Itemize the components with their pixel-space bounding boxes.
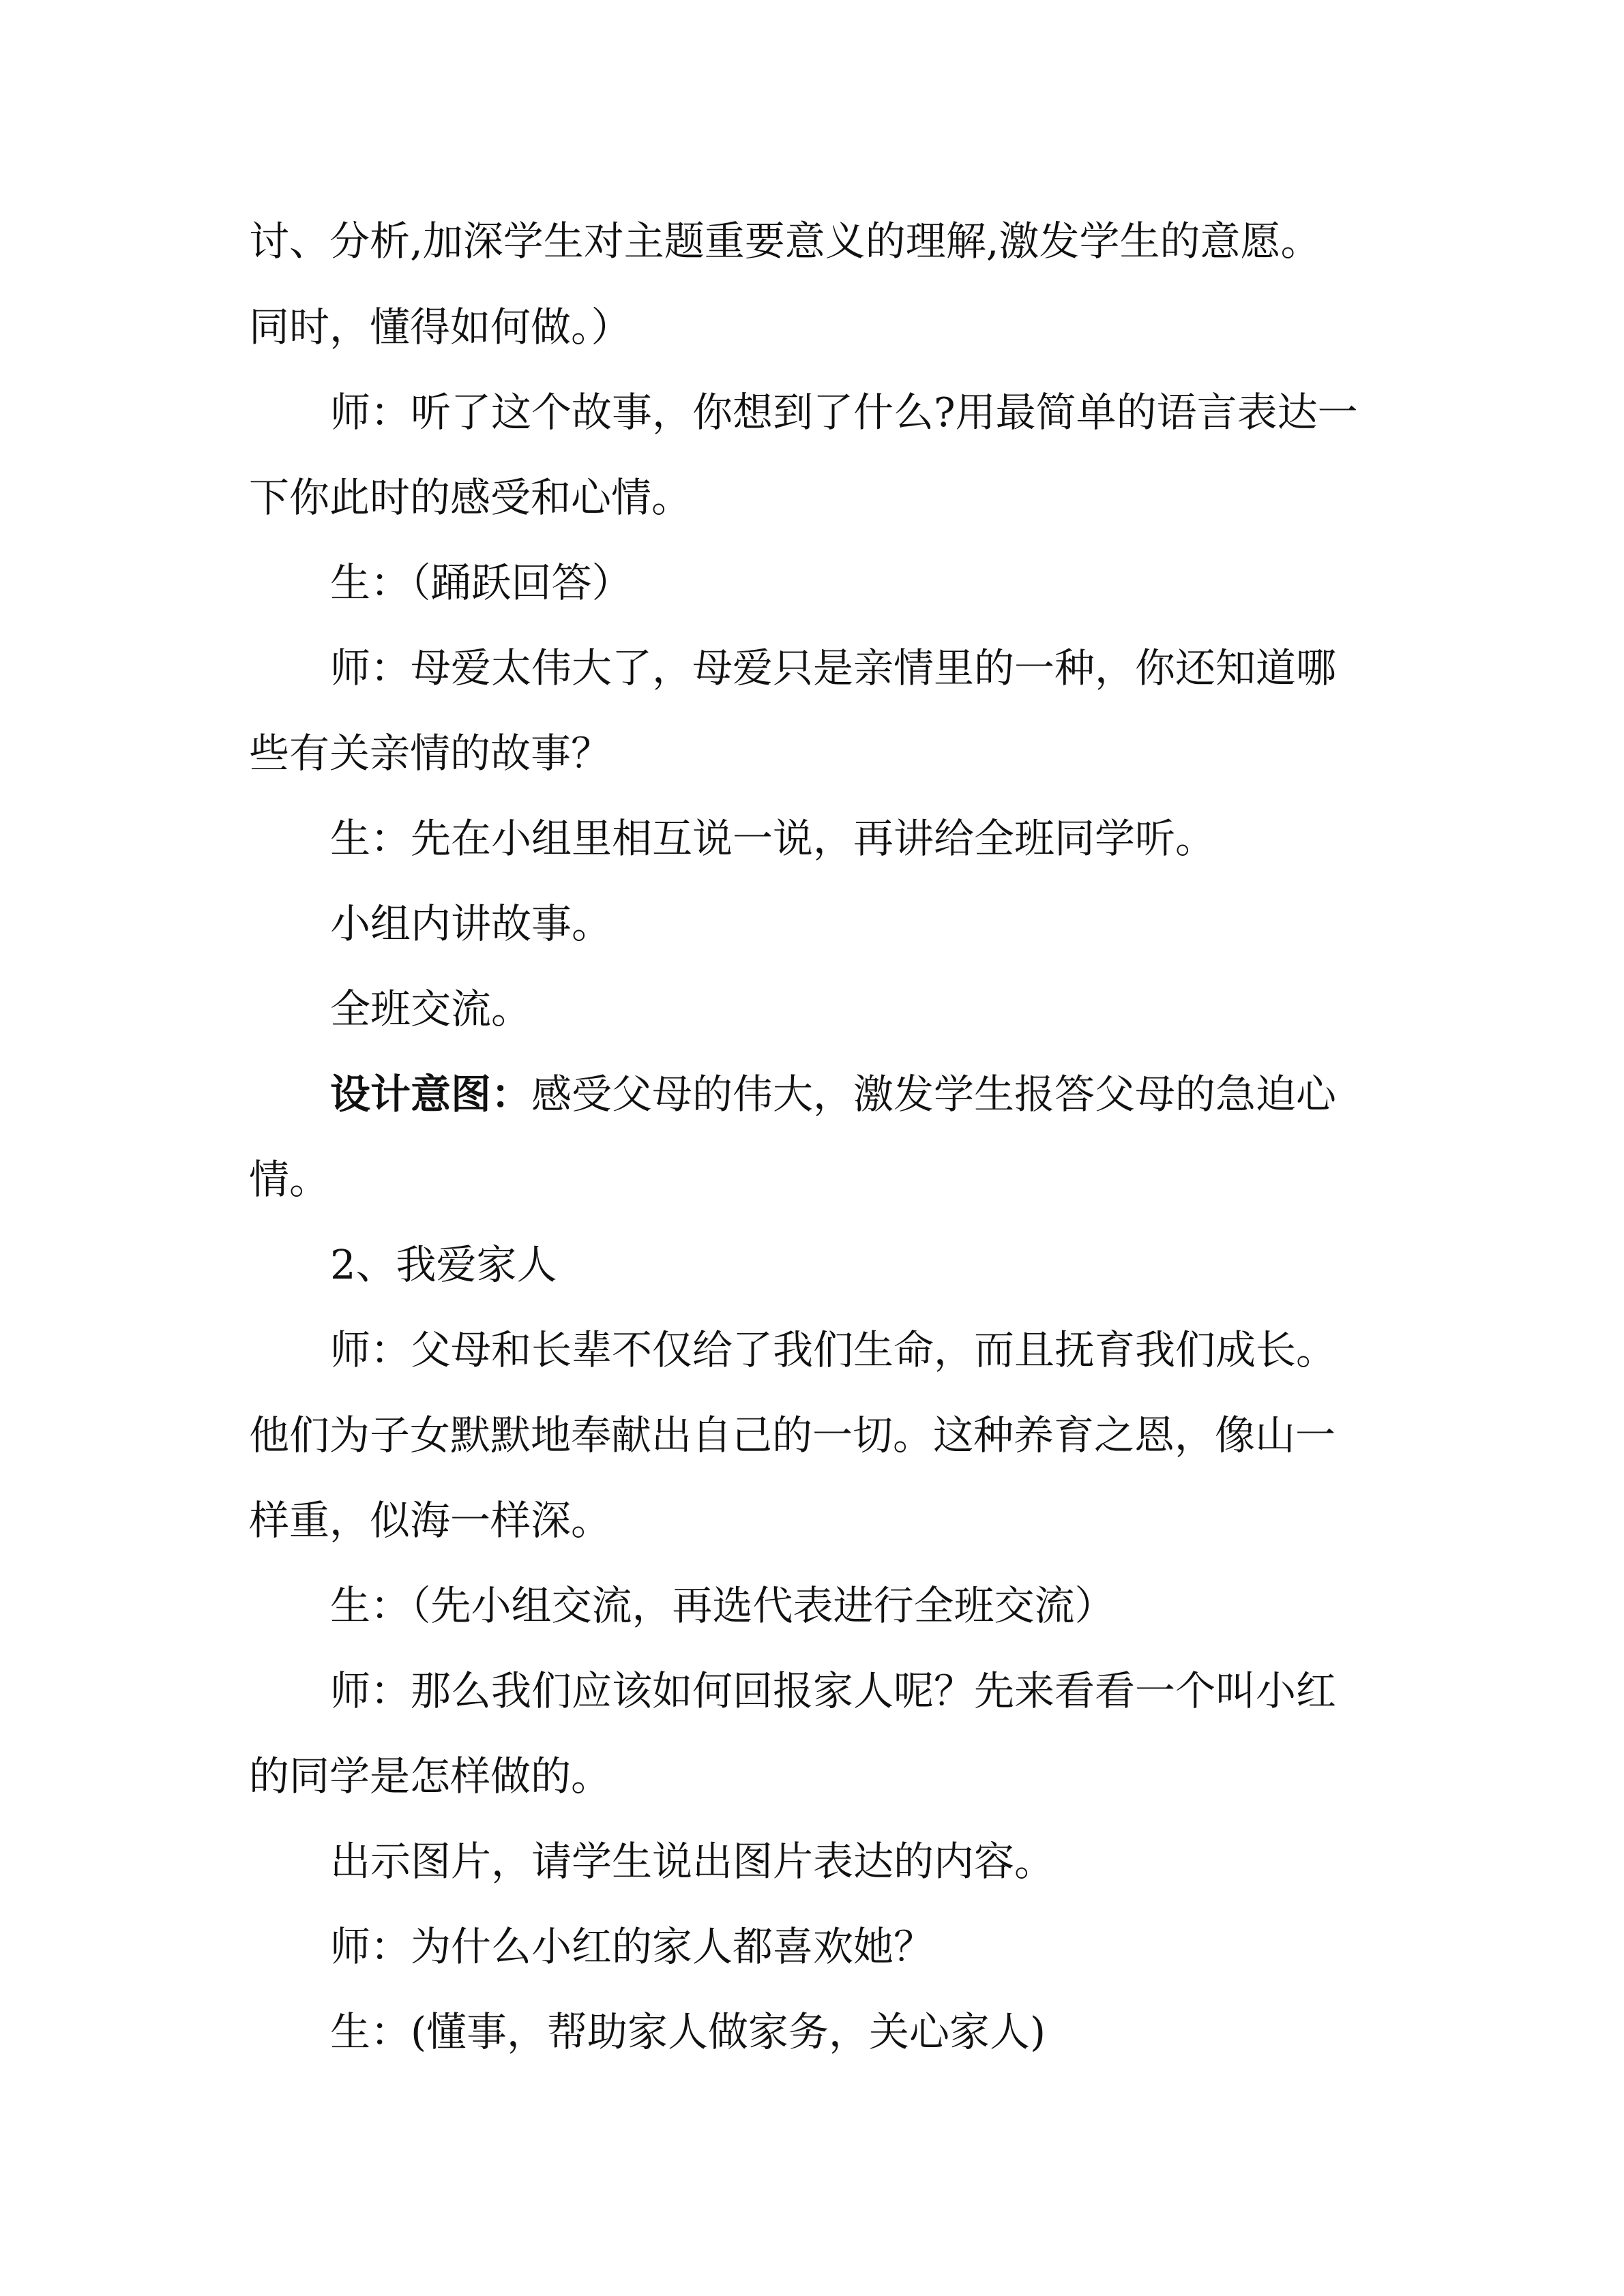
paragraph-line: 他们为子女默默地奉献出自己的一切。这种养育之恩，像山一 — [249, 1412, 1336, 1459]
paragraph-line: 情。 — [249, 1156, 330, 1203]
design-intent-label: 设计意图： — [330, 1071, 532, 1118]
paragraph-line: 生：（踊跃回答） — [330, 559, 632, 606]
section-heading: 2、我爱家人 — [330, 1241, 557, 1288]
paragraph-line: 师：父母和长辈不仅给了我们生命，而且抚育我们成长。 — [330, 1326, 1337, 1373]
paragraph-line: 师：为什么小红的家人都喜欢她？ — [330, 1923, 934, 1970]
paragraph-line: 师：那么我们应该如何回报家人呢？先来看看一个叫小红 — [330, 1667, 1337, 1714]
paragraph-line: 师：母爱太伟大了，母爱只是亲情里的一种，你还知道哪 — [330, 644, 1337, 691]
paragraph-line: 全班交流。 — [330, 985, 532, 1032]
paragraph-line: 样重，似海一样深。 — [249, 1497, 612, 1544]
paragraph-line: 小组内讲故事。 — [330, 900, 612, 947]
paragraph-line: 生：先在小组里相互说一说，再讲给全班同学听。 — [330, 815, 1216, 862]
paragraph-line: 同时，懂得如何做。） — [249, 303, 632, 351]
design-intent-text: 感受父母的伟大，激发学生报答父母的急迫心 — [531, 1071, 1337, 1118]
paragraph-line: 出示图片，请学生说出图片表达的内容。 — [330, 1838, 1055, 1885]
paragraph-line: 的同学是怎样做的。 — [249, 1753, 612, 1800]
design-intent-line — [330, 1067, 1336, 1122]
paragraph-line: 生：（先小组交流，再选代表进行全班交流） — [330, 1582, 1115, 1629]
paragraph-line: 生：(懂事，帮助家人做家务，关心家人) — [330, 2008, 1046, 2055]
paragraph-line: 下你此时的感受和心情。 — [249, 474, 692, 521]
paragraph-line: 师：听了这个故事，你想到了什么?用最简单的语言表达一 — [330, 389, 1358, 436]
paragraph-line: 些有关亲情的故事？ — [249, 730, 612, 777]
paragraph-line: 讨、分析,加深学生对主题重要意义的理解,激发学生的意愿。 — [249, 218, 1321, 265]
